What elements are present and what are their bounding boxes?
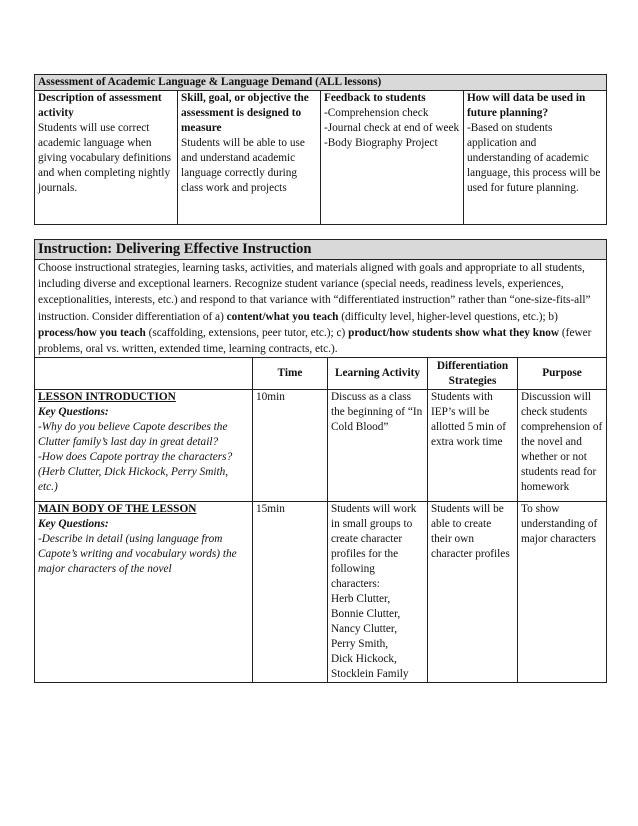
intro-row-label	[35, 390, 253, 502]
assessment-col-1	[35, 91, 178, 225]
assessment-col-2-header: Skill, goal, or objective the assessment is designed to measure	[181, 92, 309, 134]
assessment-col-3-body: -Comprehension check -Journal check at end of week -Body Biography Project	[324, 107, 460, 149]
intro-process-term: process/how you teach	[38, 326, 146, 339]
assessment-col-4-body: -Based on students application and understanding of academic language, this process will be used for future planning.	[467, 122, 601, 194]
assessment-title: Assessment of Academic Language & Language Demand (ALL lessons)	[35, 75, 607, 91]
intro-content-term: content/what you teach	[226, 310, 339, 323]
main-row-key: Key Questions:	[38, 518, 109, 531]
assessment-col-2	[178, 91, 321, 225]
intro-row-activity: Discuss as a class the beginning of “In Cold Blood”	[328, 390, 428, 502]
header-time: Time	[253, 358, 328, 390]
assessment-col-3	[321, 91, 464, 225]
intro-row-differentiation: Students with IEP’s will be allotted 5 min of extra work time	[428, 390, 518, 502]
header-blank	[35, 358, 253, 390]
intro-text-d: (scaffolding, extensions, peer tutor, etc.); c)	[145, 326, 349, 339]
main-row-title: MAIN BODY OF THE LESSON	[38, 503, 197, 516]
assessment-col-2-body: Students will be able to use and understand academic language correctly during class work and projects	[181, 137, 305, 194]
assessment-col-1-header: Description of assessment activity	[38, 92, 162, 119]
instruction-intro	[35, 260, 607, 358]
assessment-col-3-header: Feedback to students	[324, 92, 426, 104]
assessment-col-4-header: How will data be used in future planning?	[467, 92, 586, 119]
intro-text-a: Choose instructional strategies, learning tasks, activities, and materials aligned with goals and appropriate to all students, including diverse and exceptional learners. Recognize student variance (special needs, readiness levels, experiences, exceptionalities, interests, etc.) and respond to that variance with “differentiated instruction” rather than “one-size-fits-all” instruction. Consider differentiation of a)	[38, 262, 591, 323]
intro-row-purpose: Discussion will check students comprehension of the novel and whether or not students read for homework	[518, 390, 607, 502]
intro-row-key: Key Questions:	[38, 406, 109, 419]
instruction-title: Instruction: Delivering Effective Instruction	[35, 240, 607, 260]
main-row-time: 15min	[253, 502, 328, 683]
main-row-differentiation: Students will be able to create their own character profiles	[428, 502, 518, 683]
intro-product-term: product/how students show what they know	[348, 326, 560, 339]
assessment-table	[34, 74, 607, 225]
header-purpose: Purpose	[518, 358, 607, 390]
main-row-questions: -Describe in detail (using language from Capote’s writing and vocabulary words) the major characters of the novel	[38, 533, 237, 576]
intro-row-time: 10min	[253, 390, 328, 502]
assessment-col-4	[464, 91, 607, 225]
header-activity: Learning Activity	[328, 358, 428, 390]
header-differentiation: Differentiation Strategies	[428, 358, 518, 390]
instruction-table	[34, 239, 607, 683]
intro-text-e: (fewer problems, oral vs. written, extended time, learning contracts, etc.).	[38, 326, 592, 356]
main-row-activity: Students will work in small groups to create character profiles for the following characters: Herb Clutter, Bonnie Clutter, Nancy Clutter, Perry Smith, Dick Hickock, Stocklein Family	[328, 502, 428, 683]
assessment-col-1-body: Students will use correct academic language when giving vocabulary definitions and when completing nightly journals.	[38, 122, 172, 194]
intro-row-questions: -Why do you believe Capote describes the Clutter family’s last day in great detail? -How does Capote portray the characters? (Herb Clutter, Dick Hickock, Perry Smith, etc.)	[38, 421, 233, 494]
intro-text-c: (difficulty level, higher-level questions, etc.); b)	[338, 310, 558, 323]
main-row-purpose: To show understanding of major characters	[518, 502, 607, 683]
intro-row-title: LESSON INTRODUCTION	[38, 391, 176, 404]
main-row-label	[35, 502, 253, 683]
